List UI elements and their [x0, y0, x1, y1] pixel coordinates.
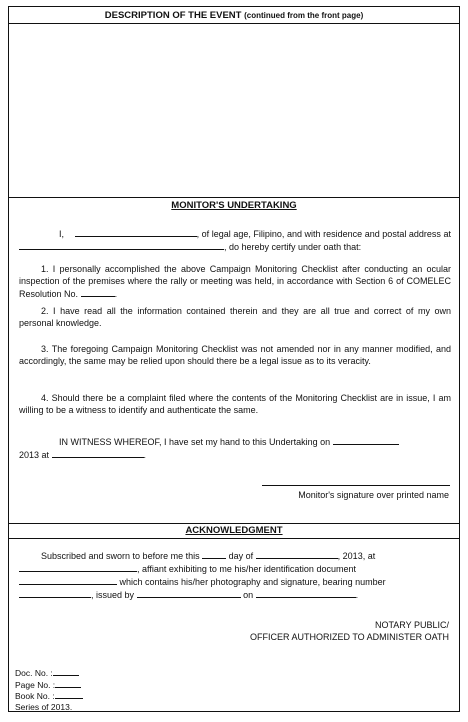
series-label: Series of 2013. — [15, 701, 73, 712]
acknowledgment-text: Subscribed and sworn to before me this day of , 2013, at , affiant exhibiting to me his/her identification document which contains his/her photography and signature, bearing number , issued by on . — [19, 549, 451, 601]
document-registry — [15, 667, 83, 712]
undertaking-item-1: 1. I personally accomplished the above Campaign Monitoring Checklist after conducting an ocular inspection of the premises where the rally or meeting was held, in accordance with Section 6 of COMELEC Resolution No. . — [19, 264, 451, 299]
ack-id-number-field[interactable] — [19, 588, 91, 598]
monitor-signature-line[interactable] — [262, 485, 450, 486]
divider — [9, 523, 459, 524]
undertaking-place-field[interactable] — [52, 448, 144, 458]
undertaking-item-4: 4. Should there be a complaint filed where the contents of the Monitoring Checklist are in issue, I am willing to be a witness to identify and authenticate the same. — [19, 393, 451, 415]
form-frame — [8, 6, 460, 712]
monitor-signature-caption: Monitor's signature over printed name — [298, 490, 449, 500]
description-title: DESCRIPTION OF THE EVENT — [104, 10, 242, 21]
residence-address-field[interactable] — [19, 240, 224, 250]
notary-line-1: NOTARY PUBLIC/ — [374, 620, 449, 630]
book-no-row: Book No. : — [15, 690, 83, 702]
ack-id-document-field[interactable] — [19, 575, 117, 585]
ack-issued-by-field[interactable] — [137, 588, 241, 598]
doc-no-row: Doc. No. : — [15, 667, 83, 679]
book-no-field[interactable] — [55, 690, 83, 699]
undertaking-item-3: 3. The foregoing Campaign Monitoring Checklist was not amended nor in any manner modified, and accordingly, the same may be relied upon should there be a legal issue as to its veracity. — [19, 344, 451, 366]
undertaking-intro: I, , of legal age, Filipino, and with residence and postal address at , do hereby certify under oath that: — [19, 227, 451, 253]
undertaking-date-field[interactable] — [333, 435, 399, 445]
description-header — [9, 10, 459, 21]
monitor-name-field[interactable] — [75, 227, 197, 237]
page-no-row: Page No. : — [15, 679, 83, 691]
acknowledgment-title: ACKNOWLEDGMENT — [185, 525, 283, 536]
ack-month-field[interactable] — [256, 549, 338, 559]
divider — [9, 538, 459, 539]
ack-issue-date-field[interactable] — [256, 588, 356, 598]
undertaking-item-2: 2. I have read all the information contained therein and they are all true and correct of my own personal knowledge. — [19, 306, 451, 328]
ack-place-field[interactable] — [19, 562, 137, 572]
witness-clause: IN WITNESS WHEREOF, I have set my hand to this Undertaking on 2013 at . — [19, 435, 451, 461]
undertaking-title: MONITOR'S UNDERTAKING — [171, 200, 297, 211]
doc-no-field[interactable] — [53, 667, 79, 676]
description-area[interactable] — [9, 24, 459, 197]
notary-line-2: OFFICER AUTHORIZED TO ADMINISTER OATH — [249, 632, 449, 642]
page-no-field[interactable] — [55, 679, 81, 688]
description-subtitle: (continued from the front page) — [244, 11, 364, 20]
notary-block — [250, 619, 449, 643]
resolution-number-field[interactable] — [81, 287, 115, 297]
divider — [9, 197, 459, 198]
ack-day-field[interactable] — [202, 549, 226, 559]
